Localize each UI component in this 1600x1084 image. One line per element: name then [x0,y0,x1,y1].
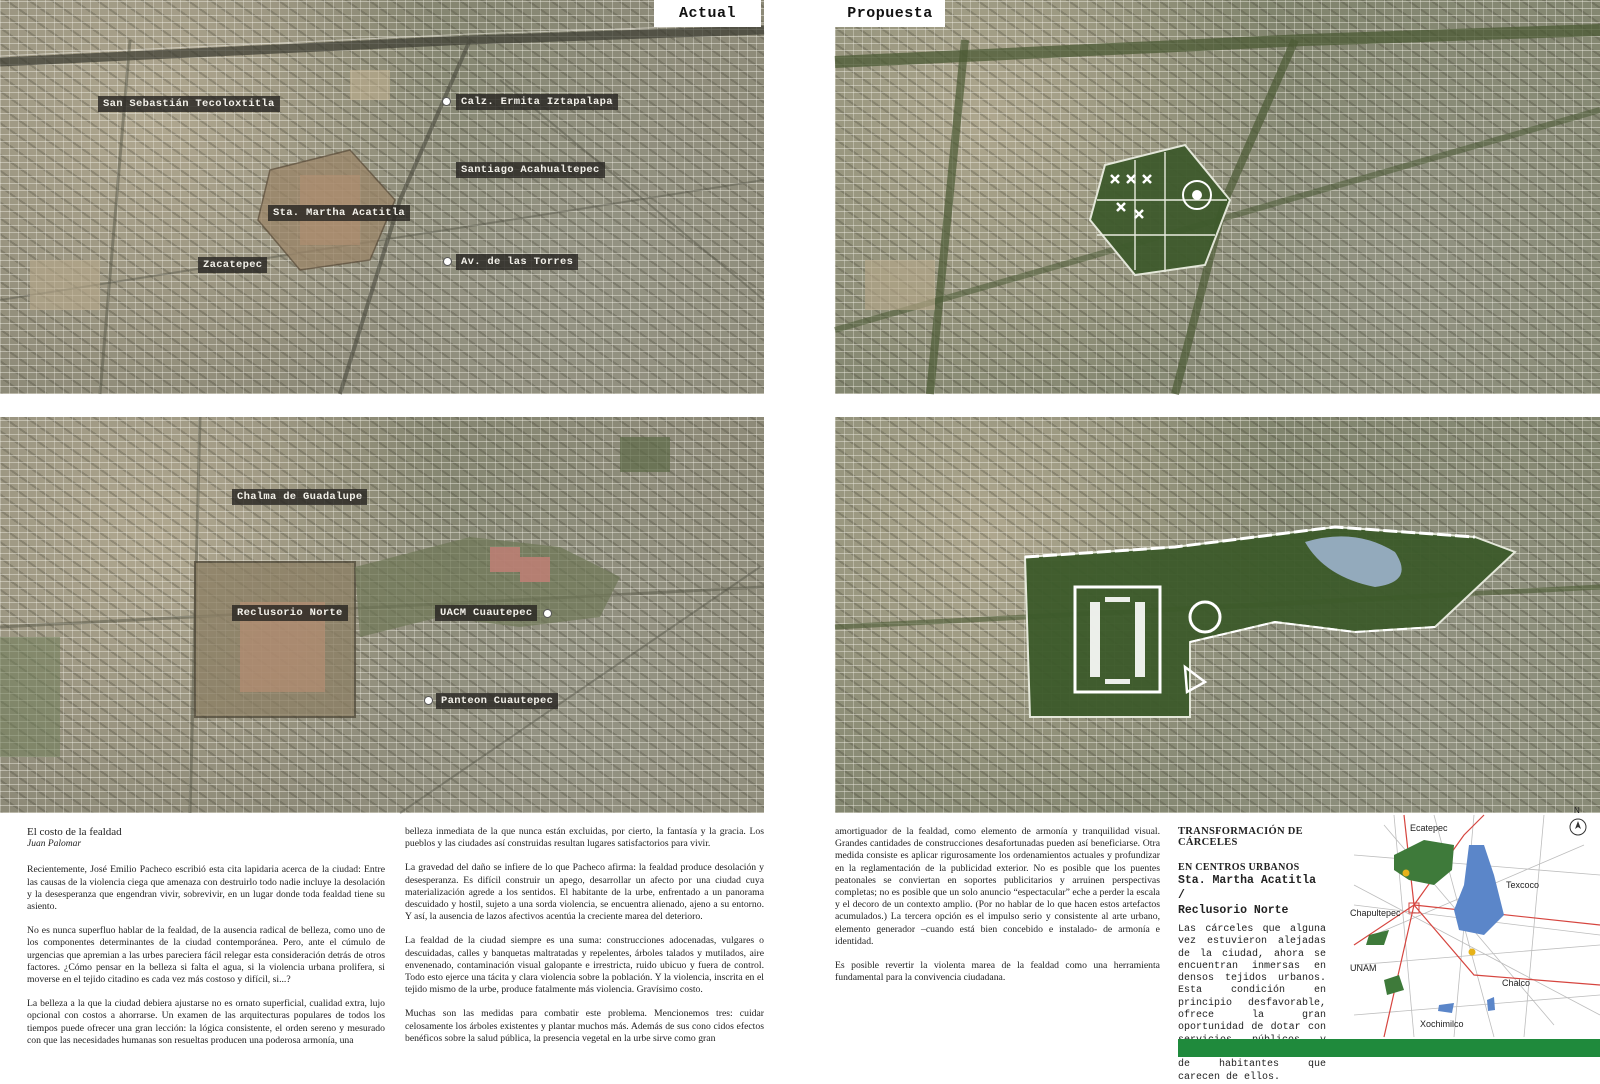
aerial-proposal [835,0,1600,394]
article-paragraph: La belleza a la que la ciudad debiera ajustarse no es ornato superficial, cualidad extra, lujo opcional con costos a ahorrarse. Un examen de las arquitecturas populares de todos los tiempos puede ofrecer una gran lección: la lógica consistente, el orden sereno y mesurado con que las necesidades humanas son resueltas producen una poderosa armonía, una [27,998,385,1046]
label-uacm: UACM Cuautepec [435,605,537,621]
loc-label-chapultepec: Chapultepec [1350,908,1401,918]
locator-map [1350,806,1600,1037]
pin-marker [443,257,452,266]
article-paragraph: amortiguador de la fealdad, como elemento de armonía y tranquilidad visual. Grandes cantidades de construcciones desafortunadas pueden así beneficiarse. Otra medida consiste es aplicar rigurosamente los ordenamientos actuales y profundizar en la reglamentación de la publicidad exterior. No es posible que los puentes peatonales se conviertan en soportes publicitarios y arruinen perspectivas completas; no es posible que un solo anuncio “espectacular” eche a perder la escala y el decoro de un contexto amplio. (Por no hablar de lo que hacen estos artefactos acumulados.) La tercera opción es el impulso serio y consistente al arte urbano, elemento generador –cuando está bien concebido e instalado- de armonía e identidad. [835,826,1160,947]
map-bottom-actual [0,417,764,813]
location-marker [1403,870,1410,877]
chapultepec-green-area [1366,930,1389,945]
xochimilco-canals [1438,1003,1454,1013]
article-paragraph: La fealdad de la ciudad siempre es una suma: construcciones adocenadas, vulgares o descuidadas, calles y banquetas maltratadas y repelentes, árboles talados y mutilados, aire envenenado, contaminación visual galopante e irrestricta, ruido ubicuo y fuera de control. Todo esto ejerce una tácita y clara violencia sobre la población. Y la violencia, inscrita en el tejido mismo de la urbe, produce fatalmente más violencia. Gravísimo costo. [405,935,764,996]
sidebar-site-1: Sta. Martha Acatitla / [1178,874,1317,902]
label-calz-ermita: Calz. Ermita Iztapalapa [456,94,618,110]
label-reclusorio: Reclusorio Norte [232,605,348,621]
map-top-actual [0,0,764,394]
map-bottom-propuesta [835,417,1600,813]
pin-marker [543,609,552,618]
label-av-torres: Av. de las Torres [456,254,578,270]
chalco-water [1487,997,1495,1011]
locator-map-drawing [1354,815,1600,1037]
loc-label-texcoco: Texcoco [1506,880,1540,890]
texcoco-lake [1454,845,1504,935]
loc-label-ecatepec: Ecatepec [1410,823,1448,833]
label-zacatepec: Zacatepec [198,257,267,273]
header-actual: Actual [654,0,761,27]
article-author: Juan Palomar [27,839,82,850]
accent-bar [1178,1039,1600,1057]
loc-label-unam: UNAM [1350,963,1377,973]
sidebar-body: Las cárceles que alguna vez estuvieron alejadas de la ciudad, ahora se encuentran inmersas en densos tejidos urbanos. Esta condición en principio desfavorable, ofrece la gran oportunidad de dotar con de habitantes que carecen de ellos. [1178,924,1326,1083]
aerial-roads [0,0,764,394]
article-paragraph: La gravedad del daño se infiere de lo que Pacheco afirma: la fealdad produce desolación y desesperanza. Es difícil construir un apego, desarrollar un afecto por una ciudad cuya materialización agrede a los sentidos. El habitante de la urbe, enfrentado a un panorama descuidado y hostil, sujeto a una sorda violencia, se encuentra alienado, ajeno a su entorno. Y así, la ausencia de lazos afectivos acentúa la creciente marea del deterioro. [405,862,764,923]
article-paragraph: Muchas son las medidas para combatir este problema. Mencionemos tres: cuidar celosamente los árboles existentes y plantar muchos más. Además de sus cono cidos efectos benéficos sobre la salud pública, la presencia vegetal en la urbe sirve como gran [405,1008,764,1044]
article-paragraph: Recientemente, José Emilio Pacheco escribió esta cita lapidaria acerca de la ciudad: Entre las causas de la violencia ciega que amenaza con destruirlo todo nadie incluye la desolación y la desesperanza que engendran vivir, sobrevivir, en un lugar donde toda fealdad tiene su asiento. [27,864,385,913]
article-paragraph: No es nunca superfluo hablar de la fealdad, de la ausencia radical de belleza, como uno de los componentes determinantes de la ciudad contemporánea. Pero, ante el cúmulo de urgencias que apremian a las urbes pareciera fácil relegar esta consideración detrás de otros factores. ¿Cómo pensar en la belleza si falta el agua, si la violencia urbana prolifera, si moverse en el tejido citadino es cada vez más costoso y difícil, si...? [27,925,385,986]
article-column-3 [835,826,1160,1048]
label-san-sebastian: San Sebastián Tecoloxtitla [98,96,280,112]
sidebar-subheading: EN CENTROS URBANOS [1178,862,1300,873]
aerial-proposal [835,417,1600,813]
sidebar-heading: TRANSFORMACIÓN DE CÁRCELES [1178,826,1303,848]
article-column-2 [405,826,764,1048]
article-column-1 [27,826,385,1048]
label-chalma: Chalma de Guadalupe [232,489,367,505]
label-santiago: Santiago Acahualtepec [456,162,605,178]
location-marker [1469,949,1476,956]
map-top-propuesta [835,0,1600,394]
article-paragraph: Es posible revertir la violenta marea de la fealdad como una herramienta fundamental para la convivencia ciudadana. [835,960,1160,984]
pin-marker [424,696,433,705]
loc-label-north: N [1574,806,1580,815]
loc-label-xochimilco: Xochimilco [1420,1019,1464,1029]
article-title: El costo de la fealdad [27,826,122,838]
header-propuesta: Propuesta [835,0,945,27]
label-panteon: Panteon Cuautepec [436,693,558,709]
pin-marker [442,97,451,106]
sidebar-site-2: Reclusorio Norte [1178,904,1289,917]
article-paragraph: belleza inmediata de la que nunca están excluidas, por cierto, la fantasía y la gracia. Los pueblos y las ciudades así construidas resultan lugares satisfactorios para vivir. [405,826,764,850]
label-sta-martha: Sta. Martha Acatitla [268,205,410,221]
loc-label-chalco: Chalco [1502,978,1531,988]
unam-green-area [1384,975,1404,995]
aerial-roads [0,417,764,813]
